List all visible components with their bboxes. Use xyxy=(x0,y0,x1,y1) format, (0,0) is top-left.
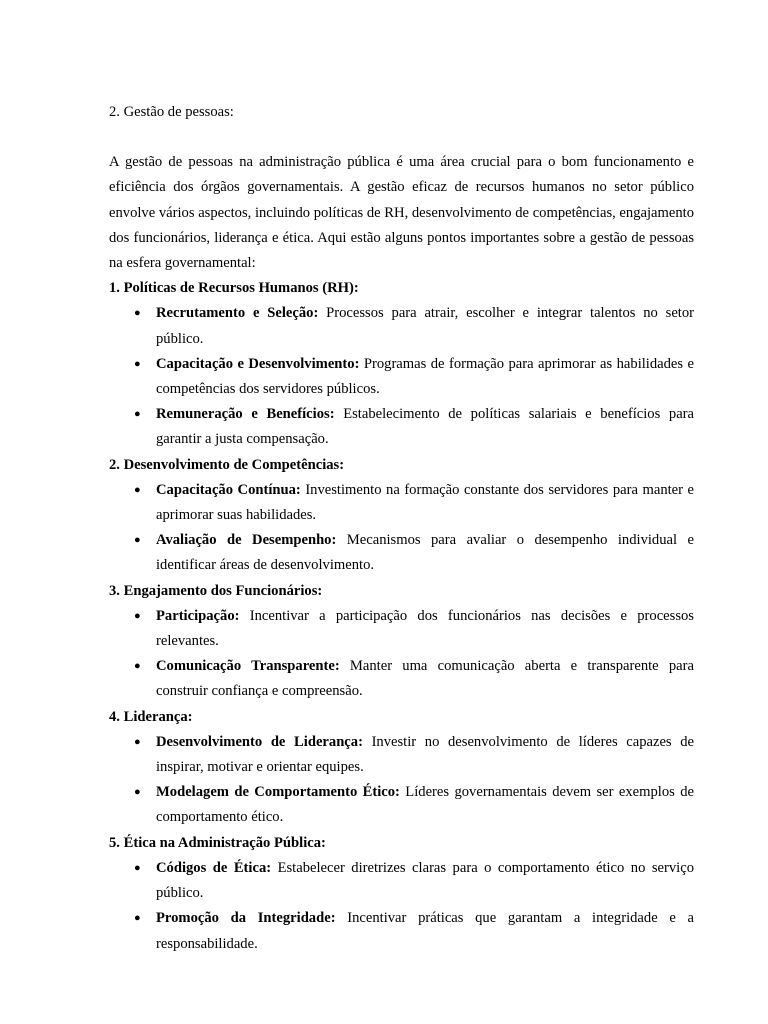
list-item xyxy=(134,604,694,654)
bullet-icon: ● xyxy=(134,861,141,874)
list-item xyxy=(134,528,694,578)
list-rh-policies xyxy=(109,301,694,452)
item-term: Participação: xyxy=(156,607,240,624)
section-title-leadership: 4. Liderança: xyxy=(109,708,193,725)
bullet-icon: ● xyxy=(134,786,141,799)
list-item xyxy=(134,402,695,452)
item-term: Avaliação de Desempenho: xyxy=(156,532,337,549)
item-text: Estabelecer diretrizes claras para o comportamento ético no serviço público. xyxy=(156,859,695,902)
list-item xyxy=(134,780,694,830)
item-term: Promoção da Integridade: xyxy=(156,910,336,927)
section-title-ethics: 5. Ética na Administração Pública: xyxy=(109,834,326,851)
list-item xyxy=(134,856,695,906)
item-text: Mecanismos para avaliar o desempenho individual e identificar áreas de desenvolvimento. xyxy=(156,532,694,574)
list-item xyxy=(134,478,695,528)
bullet-icon: ● xyxy=(134,408,141,421)
list-item xyxy=(134,906,694,956)
item-text: Investimento na formação constante dos servidores para manter e aprimorar suas habilidades. xyxy=(156,481,695,524)
list-engagement xyxy=(109,604,694,705)
bullet-icon: ● xyxy=(134,357,141,370)
list-item xyxy=(134,654,694,704)
list-item xyxy=(134,301,695,351)
section-heading: 2. Gestão de pessoas: xyxy=(109,104,234,120)
item-text: Processos para atrair, escolher e integrar talentos no setor público. xyxy=(156,305,695,347)
bullet-icon: ● xyxy=(134,660,141,673)
section-title-competencies: 2. Desenvolvimento de Competências: xyxy=(109,456,345,473)
item-text: Investir no desenvolvimento de líderes capazes de inspirar, motivar e orientar equipes. xyxy=(156,733,694,776)
item-term: Desenvolvimento de Liderança: xyxy=(156,733,363,750)
section-title-rh-policies: 1. Políticas de Recursos Humanos (RH): xyxy=(109,280,359,297)
list-item xyxy=(134,352,695,402)
list-item xyxy=(134,730,694,780)
item-term: Comunicação Transparente: xyxy=(156,658,340,675)
item-text: Líderes governamentais devem ser exemplos de comportamento ético. xyxy=(156,784,694,826)
bullet-icon: ● xyxy=(134,483,141,496)
item-term: Capacitação e Desenvolvimento: xyxy=(156,355,360,372)
bullet-icon: ● xyxy=(134,912,141,925)
item-text: Estabelecimento de políticas salariais e benefícios para garantir a justa compensação. xyxy=(156,406,695,448)
item-text: Manter uma comunicação aberta e transparente para construir confiança e compreensão. xyxy=(156,658,694,700)
bullet-icon: ● xyxy=(134,609,141,622)
item-term: Capacitação Contínua: xyxy=(156,481,301,498)
item-text: Programas de formação para aprimorar as habilidades e competências dos servidores públicos. xyxy=(156,355,695,398)
list-competencies xyxy=(109,478,694,579)
item-text: Incentivar práticas que garantam a integridade e a responsabilidade. xyxy=(156,910,694,952)
intro-paragraph: A gestão de pessoas na administração pública é uma área crucial para o bom funcionamento e eficiência dos órgãos governamentais. A gestão eficaz de recursos humanos no setor público envolve vários aspectos, incluindo políticas de RH, desenvolvimento de competências, engajamento dos funcionários, liderança e ética. Aqui estão alguns pontos importantes sobre a gestão de pessoas na esfera governamental: xyxy=(109,154,694,272)
item-term: Modelagem de Comportamento Ético: xyxy=(156,784,400,801)
bullet-icon: ● xyxy=(134,735,141,748)
bullet-icon: ● xyxy=(134,534,141,547)
section-title-engagement: 3. Engajamento dos Funcionários: xyxy=(109,582,323,599)
item-text: Incentivar a participação dos funcionários nas decisões e processos relevantes. xyxy=(156,607,694,650)
bullet-icon: ● xyxy=(134,307,141,320)
item-term: Códigos de Ética: xyxy=(156,859,272,876)
item-term: Remuneração e Benefícios: xyxy=(156,406,335,423)
list-ethics xyxy=(109,856,694,957)
list-leadership xyxy=(109,730,694,831)
item-term: Recrutamento e Seleção: xyxy=(156,305,319,322)
